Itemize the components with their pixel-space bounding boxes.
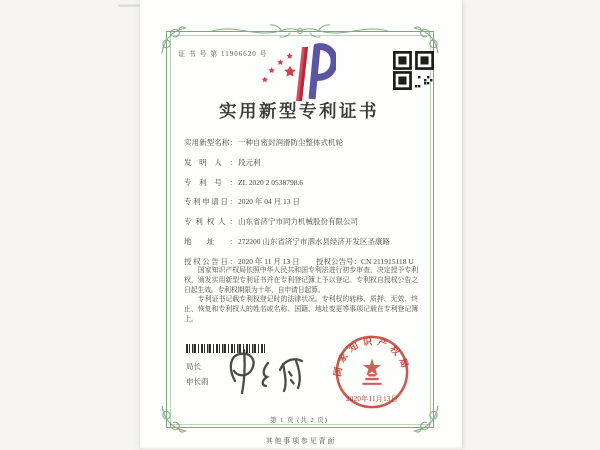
field-label: 授权公告日： xyxy=(184,256,237,266)
field-label: 发明人： xyxy=(184,157,237,167)
field-row-patent-no xyxy=(184,177,418,197)
field-label: 实用新型名称： xyxy=(184,138,237,147)
signer-name: 申长雨 xyxy=(186,377,209,386)
seal-date: 2020年11月13日 xyxy=(345,395,399,403)
signer-title: 局长 xyxy=(186,362,201,371)
signature-icon xyxy=(222,348,318,396)
legal-text xyxy=(184,266,418,325)
field-label: 地址： xyxy=(184,236,237,246)
qr-code-icon xyxy=(393,51,434,90)
field-list xyxy=(184,137,418,276)
top-garland-icon xyxy=(212,21,388,41)
certificate-title: 实用新型专利证书 xyxy=(219,101,379,121)
field-row-inventor xyxy=(184,157,418,177)
field-row-address xyxy=(184,236,418,256)
legal-paragraph-2: 专利证书记载专利权登记时的法律状况。专利权的转移、质押、无效、终止、恢复和专利权人的姓名或名称、国籍、地址变更等事项记载在专利登记簿上。 xyxy=(184,296,418,323)
field-row-filing-date xyxy=(184,196,418,216)
field-value: 272200 山东省济宁市泗水县经济开发区圣康路 xyxy=(238,236,390,246)
seal-ring-text: 国家知识产权局 xyxy=(333,337,411,378)
field-value: 2020 年 04 月 13 日 xyxy=(238,197,300,207)
field-label: 专利申请日： xyxy=(184,197,237,207)
reverse-side-note: 其他事项参见背面 xyxy=(265,438,337,445)
grant-number: CN 211915118 U xyxy=(361,256,414,266)
field-value: 山东省济宁市同力机械股份有限公司 xyxy=(238,217,358,227)
field-row-name xyxy=(184,137,418,157)
cnipa-patent-logo-icon xyxy=(258,43,336,105)
certificate-page xyxy=(140,0,462,450)
field-value: ZL 2020 2 0538798.6 xyxy=(238,177,304,187)
legal-paragraph-1: 国家知识产权局依照中华人民共和国专利法进行初步审查，决定授予专利权，颁发实用新型专利证书并在专利登记簿上予以登记。专利权自授权公告之日起生效。专利权期限为十年，自申请日起算。 xyxy=(184,267,418,294)
certificate-number: 证 书 号 第 11906620 号 xyxy=(178,50,268,58)
field-label: 专利权人： xyxy=(184,217,237,227)
grant-date: 2020 年 11 月 13 日 xyxy=(238,256,300,266)
field-value: 一种自密封润滑防尘整体式机轮 xyxy=(238,138,343,147)
field-label: 专利号： xyxy=(184,177,237,187)
field-value: 段元利 xyxy=(238,157,261,167)
field-label: 授权公告号： xyxy=(316,256,361,266)
page-number: 第 1 页 (共 2 页) xyxy=(270,417,328,424)
field-row-patentee xyxy=(184,216,418,236)
